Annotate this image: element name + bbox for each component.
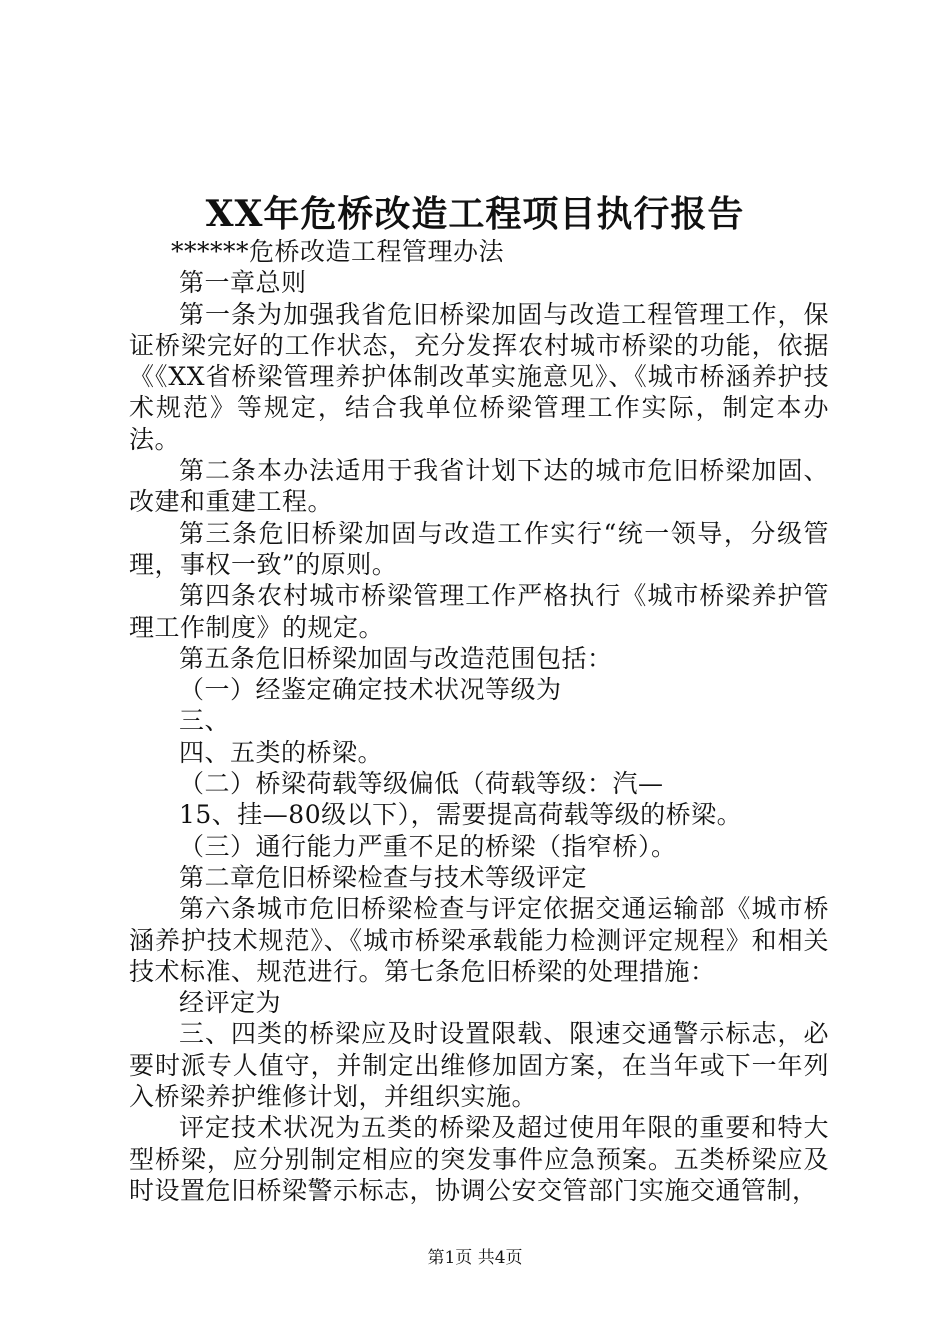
paragraph: 三、四类的桥梁应及时设置限载、限速交通警示标志，必要时派专人值守，并制定出维修加固方案，在当年或下一年列入桥梁养护维修计划，并组织实施。: [129, 1019, 829, 1112]
paragraph: 评定技术状况为五类的桥梁及超过使用年限的重要和特大型桥梁，应分别制定相应的突发事件应急预案。五类桥梁应及时设置危旧桥梁警示标志，协调公安交管部门实施交通管制，: [129, 1113, 829, 1205]
paragraph: 第一章总则: [179, 268, 307, 298]
paragraph: ******危桥改造工程管理办法: [171, 237, 505, 266]
paragraph: 第五条危旧桥梁加固与改造范围包括：: [179, 643, 613, 673]
paragraph: 第二条本办法适用于我省计划下达的城市危旧桥梁加固、改建和重建工程。: [129, 456, 829, 517]
paragraph: 第二章危旧桥梁检查与技术等级评定: [179, 862, 588, 892]
paragraph: 四、五类的桥梁。: [179, 737, 384, 767]
paragraph: （二）桥梁荷载等级偏低（荷载等级：汽—: [179, 769, 664, 799]
paragraph: 三、: [179, 706, 231, 736]
document-body: [129, 236, 829, 1206]
paragraph: 15、挂—80级以下），需要提高荷载等级的桥梁。: [179, 800, 743, 830]
document-title: XX年危桥改造工程项目执行报告: [205, 193, 745, 235]
paragraph: （一）经鉴定确定技术状况等级为: [179, 675, 562, 705]
paragraph: 第三条危旧桥梁加固与改造工作实行“统一领导，分级管理，事权一致”的原则。: [129, 518, 829, 579]
paragraph: 第一条为加强我省危旧桥梁加固与改造工程管理工作，保证桥梁完好的工作状态，充分发挥农村城市桥梁的功能，依据《《XX省桥梁管理养护体制改革实施意见》、《城市桥涵养护技术规范》等规定，结合我单位桥梁管理工作实际，制定本办法。: [129, 299, 829, 454]
paragraph: 第六条城市危旧桥梁检查与评定依据交通运输部《城市桥涵养护技术规范》、《城市桥梁承载能力检测评定规程》和相关技术标准、规范进行。第七条危旧桥梁的处理措施：: [129, 894, 829, 986]
paragraph: 第四条农村城市桥梁管理工作严格执行《城市桥梁养护管理工作制度》的规定。: [129, 581, 829, 642]
paragraph: 经评定为: [179, 988, 282, 1018]
page-footer: 第1页 共4页: [427, 1248, 523, 1268]
paragraph: （三）通行能力严重不足的桥梁（指窄桥）。: [179, 831, 677, 861]
